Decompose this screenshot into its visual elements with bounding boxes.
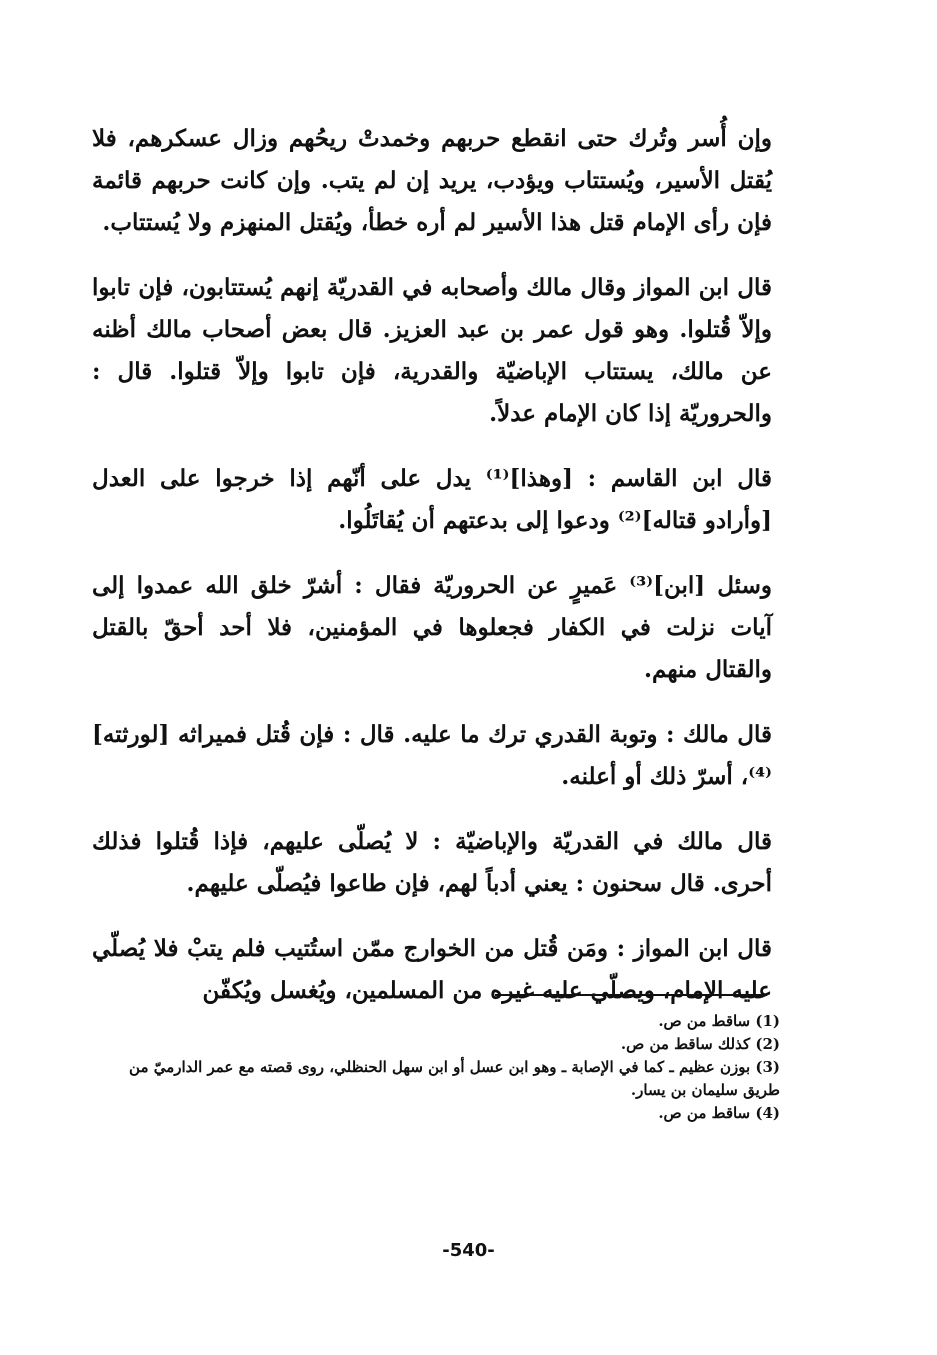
paragraph-5: قال مالك : وتوبة القدري ترك ما عليه. قال : فإن قُتل فميراثه [لورثته]⁽⁴⁾، أسرّ ذلك أو أعلنه. [92, 721, 772, 790]
footnote-3: (3) بوزن عظيم ـ كما في الإصابة ـ وهو ابن عسل أو ابن سهل الحنظلي، روى قصته مع عمر الدارميّ من طريق سليمان بن يسار. [129, 1058, 780, 1099]
paragraph-7: قال ابن المواز : ومَن قُتل من الخوارج ممّن استُتيب فلم يتبْ فلا يُصلّي عليه الإمام، ويصلّي عليه غيره من المسلمين، ويُغسل ويُكفّن [92, 935, 772, 1004]
footnote-divider [495, 994, 767, 996]
main-text [92, 118, 772, 1035]
footnotes [108, 1010, 780, 1125]
paragraph-2: قال ابن المواز وقال مالك وأصحابه في القدريّة إنهم يُستتابون، فإن تابوا وإلاّ قُتلوا. وهو قول عمر بن عبد العزيز. قال بعض أصحاب مالك أظنه عن مالك، يستتاب الإباضيّة والقدرية، فإن تابوا وإلاّ قتلوا. قال : والحروريّة إذا كان الإمام عدلاً. [92, 274, 772, 427]
paragraph-6: قال مالك في القدريّة والإباضيّة : لا يُصلّى عليهم، فإذا قُتلوا فذلك أحرى. قال سحنون : يعني أدباً لهم، فإن طاعوا فيُصلّى عليهم. [92, 828, 772, 897]
footnote-2: (2) كذلك ساقط من ص. [620, 1035, 780, 1053]
paragraph-3: قال ابن القاسم : [وهذا]⁽¹⁾ يدل على أنّهم إذا خرجوا على العدل [وأرادو قتاله]⁽²⁾ ودعوا إلى بدعتهم أن يُقاتَلُوا. [92, 465, 772, 534]
footnote-4: (4) ساقط من ص. [658, 1104, 780, 1122]
paragraph-1: وإن أُسر وتُرك حتى انقطع حربهم وخمدتْ ريحُهم وزال عسكرهم، فلا يُقتل الأسير، ويُستتاب ويؤدب، يريد إن لم يتب. وإن كانت حربهم قائمة فإن رأى الإمام قتل هذا الأسير لم أره خطأ، ويُقتل المنهزم ولا يُستتاب. [92, 125, 772, 236]
page-number: -540- [442, 1240, 495, 1261]
paragraph-4: وسئل [ابن]⁽³⁾ عَميرٍ عن الحروريّة فقال : أشرّ خلق الله عمدوا إلى آيات نزلت في الكفار فجعلوها في المؤمنين، فلا أحد أحقّ بالقتل والقتال منهم. [92, 572, 772, 683]
footnote-1: (1) ساقط من ص. [658, 1012, 780, 1030]
